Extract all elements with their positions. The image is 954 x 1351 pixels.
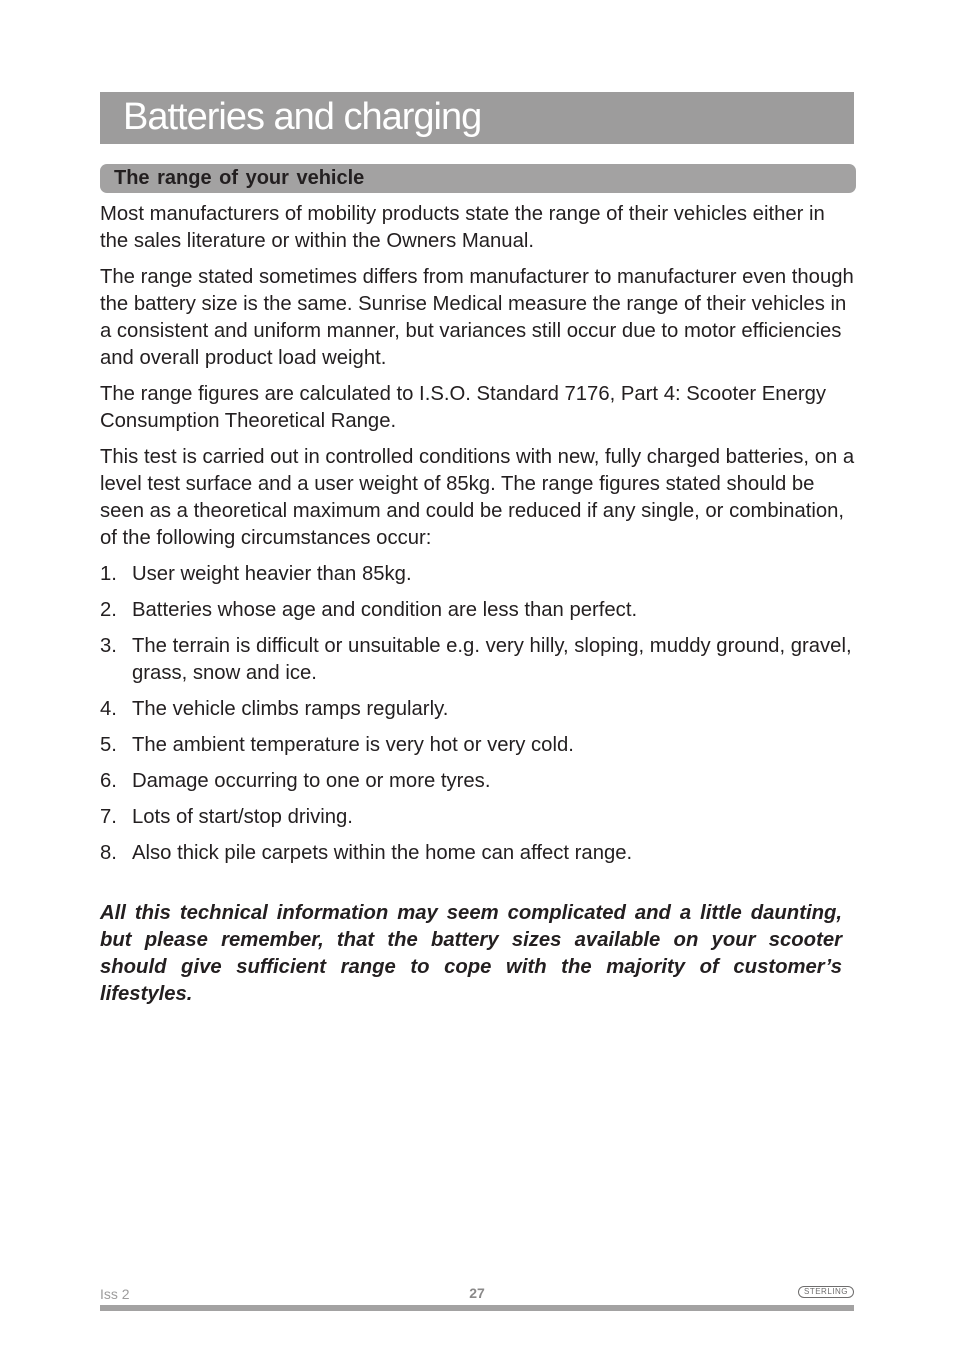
list-item-text: The ambient temperature is very hot or very cold. [132,734,574,756]
paragraph-1: Most manufacturers of mobility products state the range of their vehicles either in the sales literature or within the Owners Manual. [100,203,825,252]
list-item [100,804,856,831]
section-header-bar [100,164,856,193]
list-item-text: Damage occurring to one or more tyres. [132,770,491,792]
list-item-number: 4. [100,698,117,720]
list-item [100,768,856,795]
body-content [100,201,856,1017]
page-title-bar [100,92,854,144]
list-item-number: 7. [100,806,117,828]
list-item-number: 8. [100,842,117,864]
list-item-text: The terrain is difficult or unsuitable e.g. very hilly, sloping, muddy ground, gravel, grass, snow and ice. [132,635,852,684]
list-item-text: Also thick pile carpets within the home can affect range. [132,842,633,864]
list-item [100,561,856,588]
issue-label: Iss 2 [100,1286,130,1302]
list-item [100,597,856,624]
paragraph-3: The range figures are calculated to I.S.O. Standard 7176, Part 4: Scooter Energy Consumption Theoretical Range. [100,383,827,432]
circumstances-list [100,561,856,867]
list-item [100,840,856,867]
section-heading: The range of your vehicle [114,167,365,189]
list-item-number: 1. [100,563,117,585]
list-item [100,696,856,723]
list-item [100,732,856,759]
list-item [100,633,856,687]
list-item-number: 2. [100,599,117,621]
list-item-text: Lots of start/stop driving. [132,806,353,828]
page-title: Batteries and charging [123,96,482,138]
footer-rule [100,1305,854,1311]
paragraph-2: The range stated sometimes differs from manufacturer to manufacturer even though the battery size is the same. Sunrise Medical measure the range of their vehicles in a consistent and uniform manner, but variances still occur due to motor efficiencies and overall product load weight. [100,266,854,369]
list-item-number: 5. [100,734,117,756]
important-note: All this technical information may seem complicated and a little daunting, but please remember, that the battery sizes available on your scooter should give sufficient range to cope with the majority of customer’s lifestyles. [100,902,842,1005]
list-item-text: User weight heavier than 85kg. [132,563,412,585]
page-number: 27 [469,1285,485,1301]
paragraph-4: This test is carried out in controlled conditions with new, fully charged batteries, on a level test surface and a user weight of 85kg. The range figures stated should be seen as a theoretical maximum and could be reduced if any single, or combination, of the following circumstances occur: [100,446,855,549]
list-item-text: Batteries whose age and condition are less than perfect. [132,599,638,621]
sterling-logo: STERLING [798,1286,854,1298]
list-item-text: The vehicle climbs ramps regularly. [132,698,449,720]
list-item-number: 6. [100,770,117,792]
page-footer [100,1284,854,1314]
list-item-number: 3. [100,635,117,657]
